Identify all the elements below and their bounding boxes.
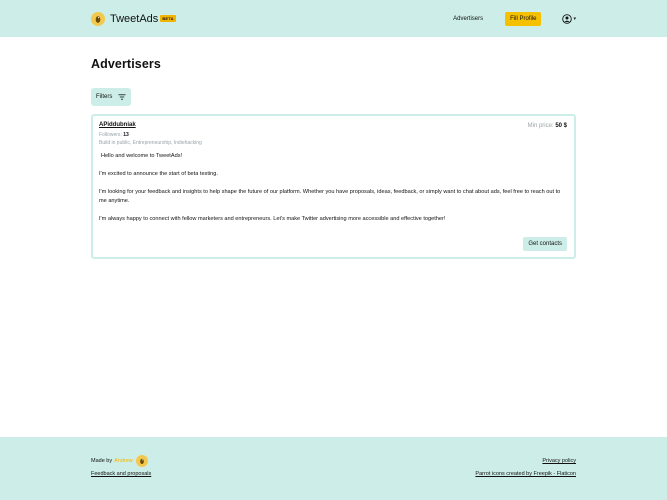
parrot-icon <box>91 12 105 26</box>
footer <box>0 437 667 500</box>
filters-button[interactable] <box>91 88 131 106</box>
advertiser-card <box>91 114 576 259</box>
followers-value: 13 <box>123 132 129 138</box>
profile-menu-button[interactable] <box>562 14 576 24</box>
parrot-credit-link[interactable]: Parrot icons created by Freepik - Flaticon <box>475 471 576 477</box>
get-contacts-button[interactable]: Get contacts <box>523 237 567 251</box>
min-price <box>528 123 567 129</box>
top-navbar <box>0 0 667 37</box>
filter-lines-icon <box>118 94 126 100</box>
description-paragraph: Hello and welcome to TweetAds! <box>101 153 183 159</box>
privacy-policy-link[interactable]: Privacy policy <box>542 458 576 464</box>
fill-profile-button[interactable]: Fill Profile <box>505 12 541 26</box>
main-content <box>0 57 667 259</box>
description-paragraph: I'm always happy to connect with fellow marketers and entrepreneurs. Let's make Twitter advertising more accessible and effective together! <box>99 216 446 222</box>
chevron-down-icon: ▾ <box>573 15 576 22</box>
feedback-link[interactable]: Feedback and proposals <box>91 471 152 477</box>
parrot-icon <box>136 455 148 467</box>
followers-label: Followers: <box>99 132 122 138</box>
description-paragraph: I'm excited to announce the start of beta testing. <box>99 171 218 177</box>
nav-menu <box>453 12 576 26</box>
brand-logo-link[interactable] <box>91 12 176 26</box>
brand-name: TweetAds <box>110 12 159 25</box>
made-by-label: Made by <box>91 458 113 464</box>
page-title: Advertisers <box>91 57 161 71</box>
advertiser-description <box>99 152 568 224</box>
nav-advertisers-link[interactable]: Advertisers <box>453 15 484 22</box>
filters-label: Filters <box>96 94 113 100</box>
followers <box>99 132 568 138</box>
min-price-label: Min price: <box>527 123 554 129</box>
user-circle-icon <box>562 14 572 24</box>
beta-badge: BETA <box>162 16 174 21</box>
made-by <box>91 455 148 467</box>
advertiser-name-link[interactable]: APiddubniak <box>99 122 136 128</box>
min-price-value: 50 $ <box>555 123 567 129</box>
description-paragraph: I'm looking for your feedback and insights to help shape the future of our platform. Whether you have proposals, ideas, feedback, or simply want to chat about ads, feel free to reach out to me anytime. <box>99 189 561 204</box>
advertiser-tags: Build in public, Entrepreneurship, Indiehacking <box>99 140 202 146</box>
author-link[interactable]: Andrew <box>114 458 133 464</box>
